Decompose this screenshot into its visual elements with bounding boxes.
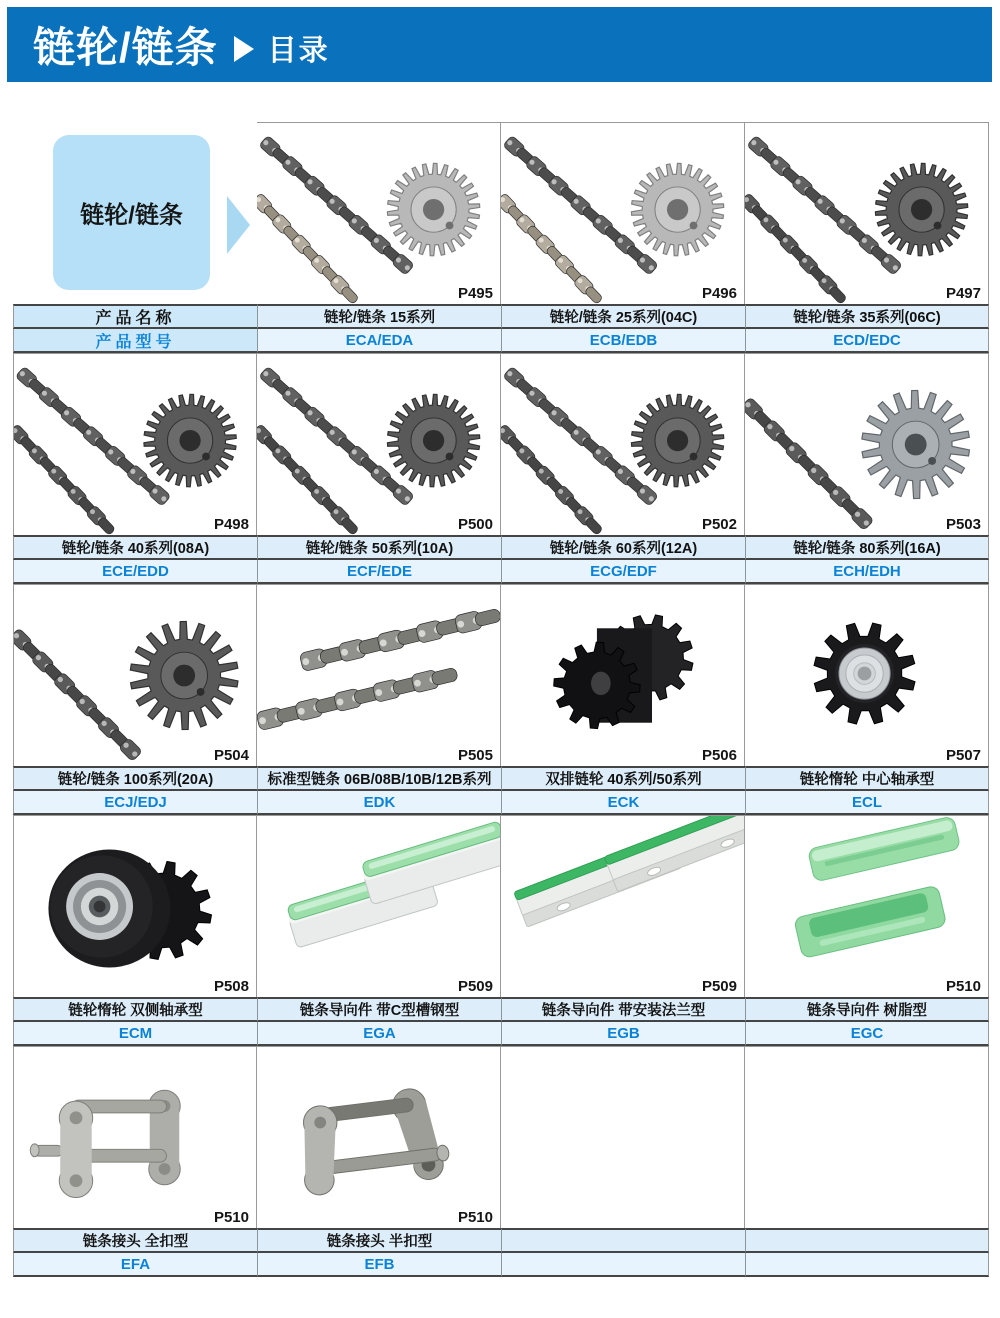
product-model[interactable]: EGA [363,1024,396,1042]
empty-cell [745,1046,989,1277]
product-model-band [13,791,257,815]
product-image[interactable] [13,1046,257,1228]
model-column-header: 产品型号 [95,333,176,351]
product-cell [745,122,989,353]
two-chains-sprocket-art [257,123,500,304]
image-area [501,1046,745,1228]
product-name[interactable]: 标准型链条 06B/08B/10B/12B系列 [267,772,492,788]
two-chains-sprocket-art [745,123,988,304]
idler-sprocket-art [745,585,988,766]
page-ref[interactable]: P510 [457,1209,493,1226]
product-model-band [745,560,989,584]
product-cell [257,1046,501,1277]
product-image[interactable] [501,584,745,766]
guide-resin-art [745,816,988,997]
product-cell [501,122,745,353]
product-model-band [257,329,501,353]
product-model-band [257,560,501,584]
page-ref[interactable]: P508 [213,978,249,995]
page-ref[interactable]: P502 [701,516,737,533]
product-name-band [13,766,257,791]
product-model[interactable]: ECA/EDA [345,331,414,349]
product-name-band [257,304,501,329]
product-image[interactable] [257,815,501,997]
product-name-band [745,1228,989,1253]
product-model-band [501,1022,745,1046]
product-model-band [13,560,257,584]
product-image[interactable] [257,1046,501,1228]
image-area [13,122,257,304]
page-ref[interactable]: P506 [701,747,737,764]
catalog-row [13,584,989,815]
product-model-band [257,791,501,815]
product-cell [745,584,989,815]
product-model-band [745,791,989,815]
product-name[interactable]: 链轮/链条 40系列(08A) [61,541,210,557]
product-name[interactable]: 链轮/链条 25系列(04C) [549,310,698,326]
catalog-row [13,815,989,1046]
page-ref[interactable]: P496 [701,285,737,302]
bearing-sprocket-art [14,816,256,997]
name-column-header: 产品名称 [95,310,176,327]
page-ref[interactable]: P507 [945,747,981,764]
guide-flange-art [501,816,744,997]
product-name[interactable]: 链条导向件 树脂型 [806,1003,928,1019]
product-image[interactable] [13,584,257,766]
roller-chains-art [257,585,500,766]
product-name[interactable]: 链条导向件 带安装法兰型 [541,1003,706,1019]
product-model[interactable]: EFA [120,1255,151,1273]
product-model-band [745,1253,989,1277]
product-model-band [13,329,257,353]
product-cell [257,122,501,353]
page-header [7,7,992,82]
product-name-band [501,997,745,1022]
two-chains-sprocket-art [501,354,744,535]
product-model[interactable]: ECK [607,793,640,811]
product-model-band [257,1022,501,1046]
page-title: 链轮/链条 [33,23,218,71]
product-model[interactable]: EDK [363,793,396,811]
product-name[interactable]: 链条接头 半扣型 [326,1234,433,1250]
product-name-band [501,766,745,791]
product-cell [745,815,989,1046]
product-image[interactable] [501,815,745,997]
chain-joint-half-art [257,1047,500,1228]
product-name[interactable]: 链轮/链条 35系列(06C) [793,310,941,326]
product-image[interactable] [13,815,257,997]
product-model-band [745,329,989,353]
page-ref[interactable]: P509 [701,978,737,995]
product-name-band [745,304,989,329]
product-name[interactable]: 链条导向件 带C型槽钢型 [299,1003,460,1019]
product-model-band [501,791,745,815]
product-model[interactable]: ECG/EDF [590,562,657,580]
page-ref[interactable]: P498 [213,516,249,533]
product-model[interactable]: ECH/EDH [833,562,901,580]
product-name-band [745,997,989,1022]
one-chain-sprocket-art [745,354,988,535]
product-image[interactable] [745,815,989,997]
double-sprocket-art [501,585,744,766]
product-model[interactable]: ECF/EDE [346,562,412,580]
product-name[interactable]: 链条接头 全扣型 [82,1234,189,1250]
product-cell [13,353,257,584]
catalog-row [13,353,989,584]
catalog-table [13,122,989,1277]
column-header-cell [13,122,257,353]
product-name-band [501,535,745,560]
product-image[interactable] [745,353,989,535]
product-name[interactable]: 链轮/链条 80系列(16A) [793,541,941,557]
product-model[interactable]: ECM [118,1024,153,1042]
page-ref[interactable]: P510 [945,978,981,995]
page-subtitle: 目录 [267,35,330,67]
product-model-band [257,1253,501,1277]
product-image[interactable] [501,122,745,304]
product-image[interactable] [257,584,501,766]
two-chains-sprocket-art [501,123,744,304]
product-cell [257,815,501,1046]
page-ref[interactable]: P500 [457,516,493,533]
product-name-band [257,535,501,560]
two-chains-sprocket-art [14,354,256,535]
product-model[interactable]: ECJ/EDJ [104,793,167,811]
two-chains-sprocket-art [257,354,500,535]
product-name[interactable]: 链轮/链条 60系列(12A) [549,541,698,557]
page-ref[interactable]: P495 [457,285,493,302]
product-name-band [257,997,501,1022]
product-cell [501,353,745,584]
one-chain-sprocket-art [14,585,256,766]
product-name-band [13,304,257,329]
product-name[interactable]: 链轮惰轮 中心轴承型 [799,772,935,788]
product-cell [13,1046,257,1277]
product-model-band [501,1253,745,1277]
product-name[interactable]: 链轮/链条 50系列(10A) [305,541,454,557]
product-model-band [13,1253,257,1277]
product-model[interactable]: EGB [607,1024,640,1042]
chain-joint-full-art [14,1047,256,1228]
page-ref[interactable]: P497 [945,285,981,302]
guide-c-channel-art [257,816,500,997]
product-name-band [13,535,257,560]
page-ref[interactable]: P504 [213,747,249,764]
catalog-row [13,122,989,353]
product-image[interactable] [745,122,989,304]
product-name-band [257,1228,501,1253]
product-name-band [501,304,745,329]
product-model-band [13,1022,257,1046]
product-cell [13,815,257,1046]
product-model[interactable]: ECB/EDB [589,331,658,349]
product-name[interactable]: 双排链轮 40系列/50系列 [545,772,702,788]
product-model[interactable]: ECL [852,793,882,811]
product-image[interactable] [501,353,745,535]
catalog-row [13,1046,989,1277]
page-ref[interactable]: P510 [213,1209,249,1226]
product-cell [501,815,745,1046]
product-name-band [13,1228,257,1253]
product-model-band [501,560,745,584]
product-image[interactable] [257,122,501,304]
product-name-band [257,766,501,791]
product-cell [501,584,745,815]
product-name-band [745,535,989,560]
product-model[interactable]: EFB [364,1255,395,1273]
product-image[interactable] [13,353,257,535]
product-name-band [13,997,257,1022]
image-area [745,1046,989,1228]
product-model[interactable]: ECD/EDC [833,331,901,349]
product-image[interactable] [257,353,501,535]
product-image[interactable] [745,584,989,766]
page-ref[interactable]: P505 [457,747,493,764]
product-model[interactable]: EGC [850,1024,884,1042]
product-cell [257,584,501,815]
product-name-band [745,766,989,791]
product-model-band [501,329,745,353]
arrow-right-icon [234,36,254,62]
product-model-band [745,1022,989,1046]
product-name[interactable]: 链轮惰轮 双侧轴承型 [68,1003,203,1019]
product-cell [13,584,257,815]
page-ref[interactable]: P503 [945,516,981,533]
product-model[interactable]: ECE/EDD [102,562,169,580]
empty-cell [501,1046,745,1277]
product-cell [745,353,989,584]
page-ref[interactable]: P509 [457,978,493,995]
product-cell [257,353,501,584]
product-name[interactable]: 链轮/链条 100系列(20A) [57,772,214,788]
product-name[interactable]: 链轮/链条 15系列 [323,310,436,326]
product-name-band [501,1228,745,1253]
category-label: 链轮/链条 [80,202,183,229]
